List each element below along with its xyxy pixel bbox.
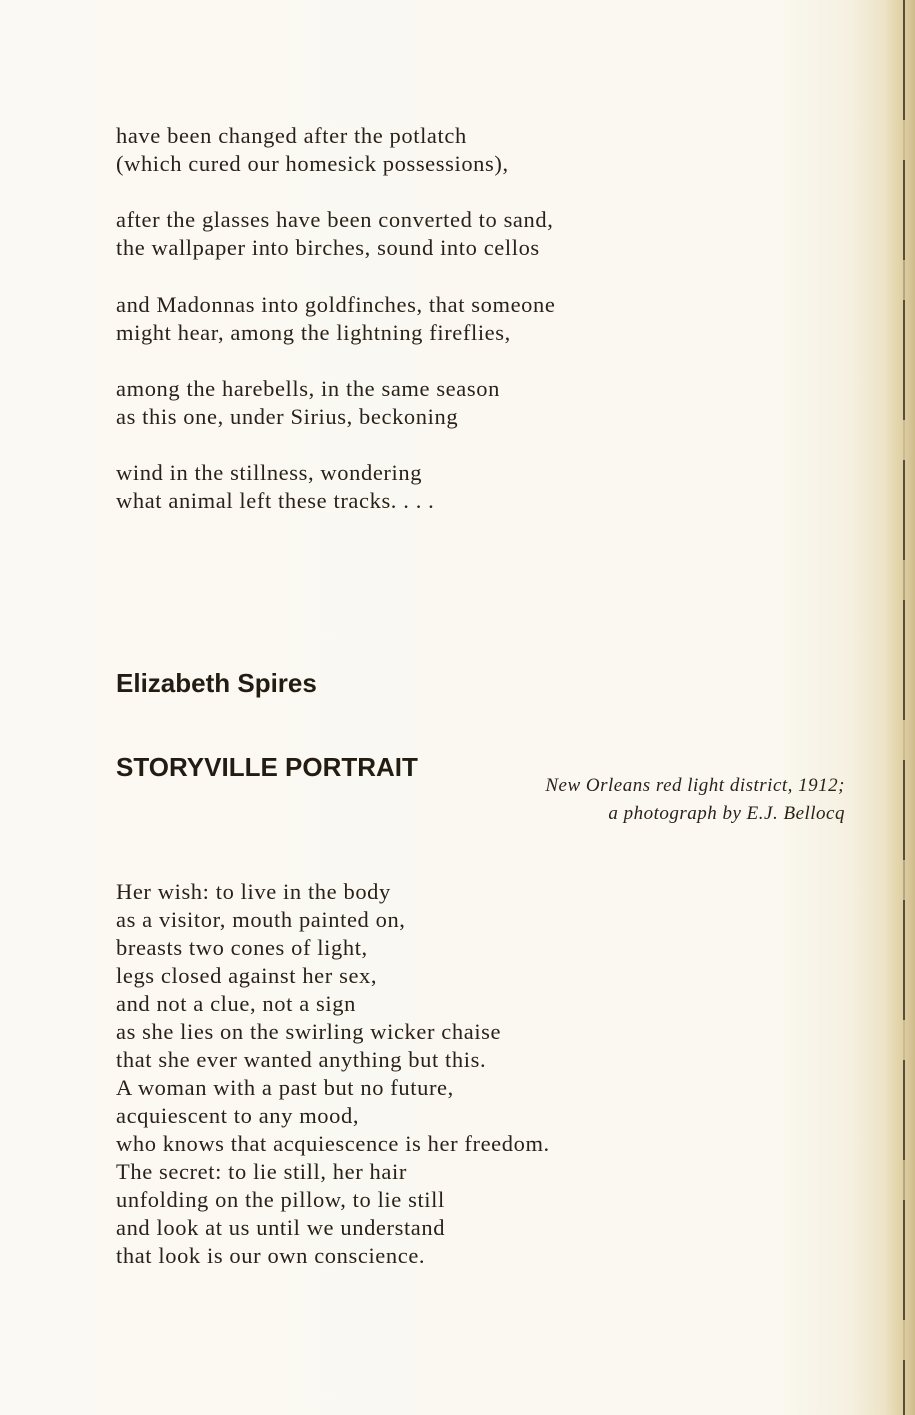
poem-stanza [116,122,509,178]
poem-line: the wallpaper into birches, sound into cellos [116,235,540,260]
poem-line: as a visitor, mouth painted on, [116,907,406,932]
author-name: Elizabeth Spires [116,668,317,698]
poem-line: after the glasses have been converted to sand, [116,207,554,232]
poem-line: and Madonnas into goldfinches, that someone [116,292,556,317]
poem-stanza [116,291,555,347]
poem-line: unfolding on the pillow, to lie still [116,1187,445,1212]
poem-line: legs closed against her sex, [116,963,378,988]
poem-line: that look is our own conscience. [116,1243,426,1268]
poem-stanza [116,206,553,262]
poem-line: what animal left these tracks. . . . [116,488,435,513]
page-binding-edge [903,0,905,1415]
poem-line: A woman with a past but no future, [116,1075,454,1100]
epigraph-line: New Orleans red light district, 1912; [545,775,845,796]
epigraph-line: a photograph by E.J. Bellocq [608,803,845,824]
poem-line: acquiescent to any mood, [116,1103,360,1128]
poem-line: that she ever wanted anything but this. [116,1047,487,1072]
poem-line: among the harebells, in the same season [116,376,500,401]
poem-line: who knows that acquiescence is her freedom. [116,1131,550,1156]
page-gutter-shadow [885,0,915,1415]
poem-line: might hear, among the lightning fireflies, [116,320,511,345]
poem-line: and not a clue, not a sign [116,991,356,1016]
poem-title: STORYVILLE PORTRAIT [116,752,418,782]
poem-line: as she lies on the swirling wicker chaise [116,1019,502,1044]
poem-body [116,878,550,1270]
poem-line: have been changed after the potlatch [116,123,467,148]
poem-line: and look at us until we understand [116,1215,446,1240]
poem-line: breasts two cones of light, [116,935,368,960]
poem-stanza [116,375,500,431]
poem-line: wind in the stillness, wondering [116,460,423,485]
epigraph [545,772,845,828]
poem-line: (which cured our homesick possessions), [116,151,509,176]
poem-line: The secret: to lie still, her hair [116,1159,407,1184]
poem-stanza [116,459,434,515]
poem-line: Her wish: to live in the body [116,879,391,904]
poem-line: as this one, under Sirius, beckoning [116,404,459,429]
